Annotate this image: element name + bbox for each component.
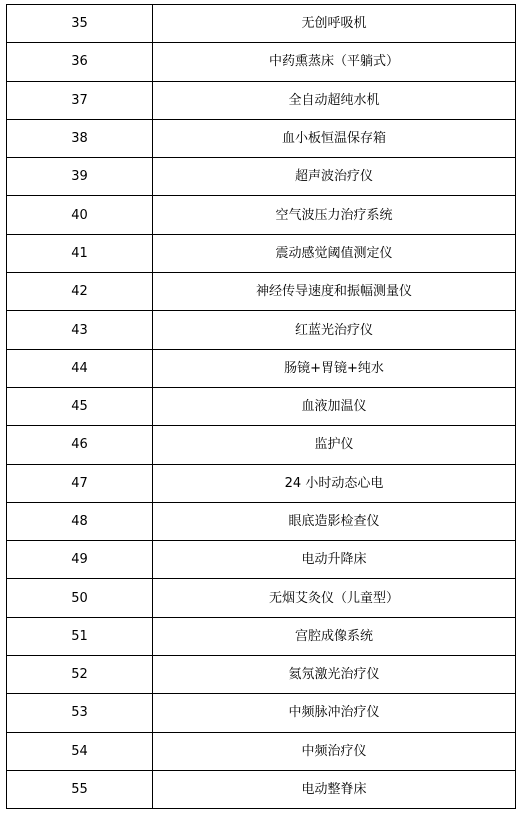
- equipment-name-cell: 血小板恒温保存箱: [153, 119, 516, 157]
- table-row: [7, 694, 516, 732]
- row-number-cell: 46: [7, 426, 153, 464]
- table-row: [7, 579, 516, 617]
- table-row: [7, 426, 516, 464]
- table-row: [7, 119, 516, 157]
- table-row: [7, 234, 516, 272]
- equipment-name-cell: 肠镜+胃镜+纯水: [153, 349, 516, 387]
- equipment-name-cell: 血液加温仪: [153, 387, 516, 425]
- row-number-cell: 49: [7, 541, 153, 579]
- table-row: [7, 387, 516, 425]
- equipment-name-cell: 神经传导速度和振幅测量仪: [153, 273, 516, 311]
- table-row: [7, 617, 516, 655]
- row-number-cell: 37: [7, 81, 153, 119]
- row-number-cell: 43: [7, 311, 153, 349]
- row-number-cell: 55: [7, 770, 153, 808]
- equipment-name-cell: 空气波压力治疗系统: [153, 196, 516, 234]
- row-number-cell: 45: [7, 387, 153, 425]
- row-number-cell: 48: [7, 502, 153, 540]
- equipment-name-cell: 超声波治疗仪: [153, 158, 516, 196]
- table-row: [7, 541, 516, 579]
- table-row: [7, 43, 516, 81]
- equipment-name-cell: 电动升降床: [153, 541, 516, 579]
- equipment-name-cell: 红蓝光治疗仪: [153, 311, 516, 349]
- row-number-cell: 47: [7, 464, 153, 502]
- equipment-table: [6, 4, 516, 809]
- equipment-name-cell: 震动感觉阈值测定仪: [153, 234, 516, 272]
- row-number-cell: 53: [7, 694, 153, 732]
- equipment-name-cell: 眼底造影检查仪: [153, 502, 516, 540]
- row-number-cell: 40: [7, 196, 153, 234]
- table-row: [7, 81, 516, 119]
- equipment-name-cell: 氦氖激光治疗仪: [153, 656, 516, 694]
- row-number-cell: 52: [7, 656, 153, 694]
- table-row: [7, 196, 516, 234]
- equipment-name-cell: 全自动超纯水机: [153, 81, 516, 119]
- row-number-cell: 42: [7, 273, 153, 311]
- table-row: [7, 770, 516, 808]
- equipment-name-cell: 无创呼吸机: [153, 5, 516, 43]
- row-number-cell: 39: [7, 158, 153, 196]
- row-number-cell: 54: [7, 732, 153, 770]
- equipment-name-cell: 24 小时动态心电: [153, 464, 516, 502]
- equipment-name-cell: 电动整脊床: [153, 770, 516, 808]
- equipment-name-cell: 中频治疗仪: [153, 732, 516, 770]
- table-row: [7, 464, 516, 502]
- equipment-table-body: [7, 5, 516, 809]
- row-number-cell: 41: [7, 234, 153, 272]
- equipment-name-cell: 中频脉冲治疗仪: [153, 694, 516, 732]
- row-number-cell: 35: [7, 5, 153, 43]
- row-number-cell: 50: [7, 579, 153, 617]
- table-row: [7, 5, 516, 43]
- equipment-table-container: [6, 4, 514, 809]
- row-number-cell: 44: [7, 349, 153, 387]
- table-row: [7, 311, 516, 349]
- row-number-cell: 36: [7, 43, 153, 81]
- table-row: [7, 656, 516, 694]
- table-row: [7, 502, 516, 540]
- table-row: [7, 158, 516, 196]
- row-number-cell: 38: [7, 119, 153, 157]
- equipment-name-cell: 中药熏蒸床（平躺式）: [153, 43, 516, 81]
- table-row: [7, 732, 516, 770]
- row-number-cell: 51: [7, 617, 153, 655]
- equipment-name-cell: 宫腔成像系统: [153, 617, 516, 655]
- equipment-name-cell: 无烟艾灸仪（儿童型）: [153, 579, 516, 617]
- equipment-name-cell: 监护仪: [153, 426, 516, 464]
- table-row: [7, 273, 516, 311]
- table-row: [7, 349, 516, 387]
